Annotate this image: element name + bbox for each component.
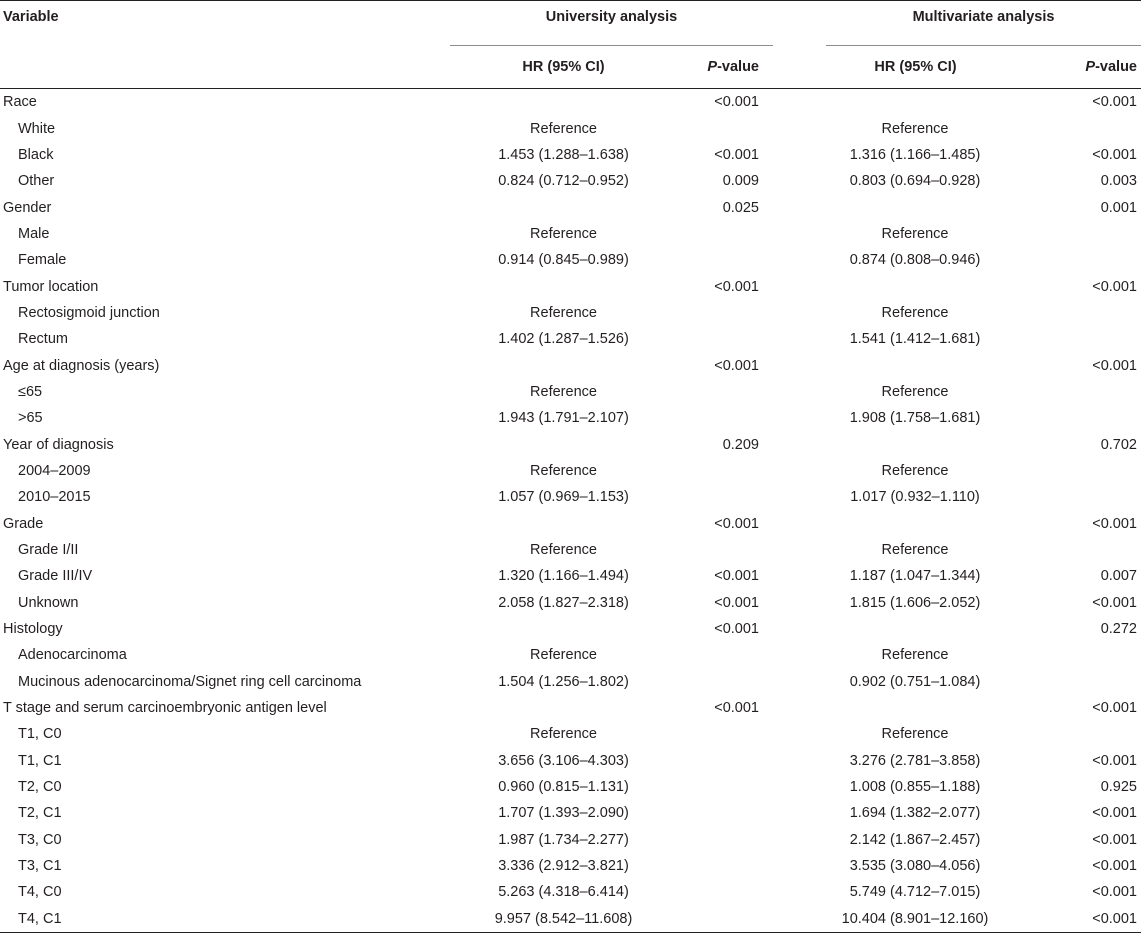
- hr-multivariate-cell: 0.902 (0.751–1.084): [849, 673, 981, 690]
- p-value-univariate-cell: [677, 115, 773, 141]
- table-row: [0, 616, 1141, 642]
- hr-univariate-cell: 0.960 (0.815–1.131): [498, 779, 629, 796]
- table-row: [0, 431, 1141, 457]
- p-value-multivariate-cell: <0.001: [1092, 805, 1137, 822]
- p-value-univariate-cell: <0.001: [714, 94, 759, 111]
- variable-cell: T stage and serum carcinoembryonic antigen level: [3, 700, 327, 717]
- variable-cell: Rectosigmoid junction: [18, 304, 160, 321]
- variable-cell: Mucinous adenocarcinoma/Signet ring cell carcinoma: [18, 673, 362, 690]
- p-value-multivariate-cell: [1060, 247, 1141, 273]
- spacer-cell: [773, 168, 826, 194]
- table-row: [0, 379, 1141, 405]
- p-value-multivariate-cell: 0.003: [1100, 173, 1137, 190]
- header-row-groups: [0, 1, 1141, 46]
- p-value-univariate-cell: [677, 484, 773, 510]
- p-value-multivariate-cell: [1060, 326, 1141, 352]
- p-value-univariate-cell: [677, 247, 773, 273]
- table-body: [0, 89, 1141, 933]
- hr-univariate-cell: [450, 352, 677, 378]
- table-row: [0, 853, 1141, 879]
- p-value-multivariate-cell: <0.001: [1092, 700, 1137, 717]
- variable-cell: White: [18, 120, 56, 137]
- hr-univariate-cell: Reference: [530, 462, 597, 479]
- bottom-rule: [0, 933, 1141, 934]
- p-value-univariate-cell: [677, 405, 773, 431]
- variable-cell: T1, C0: [18, 726, 62, 743]
- hr-univariate-cell: [450, 89, 677, 115]
- hr-univariate-cell: [450, 431, 677, 457]
- table-row: [0, 89, 1141, 115]
- hr-header-multivariate: HR (95% CI): [874, 59, 957, 75]
- p-value-multivariate-cell: [1060, 221, 1141, 247]
- hr-multivariate-cell: [826, 352, 1060, 378]
- p-value-header-multivariate: [1060, 46, 1141, 89]
- p-value-multivariate-cell: <0.001: [1092, 910, 1137, 927]
- p-value-univariate-cell: [677, 853, 773, 879]
- p-value-univariate-cell: <0.001: [714, 146, 759, 163]
- p-value-univariate-cell: <0.001: [714, 594, 759, 611]
- hr-multivariate-cell: [826, 695, 1060, 721]
- table-row: [0, 800, 1141, 826]
- table-row: [0, 458, 1141, 484]
- spacer-cell: [773, 879, 826, 905]
- variable-cell: T1, C1: [18, 752, 62, 769]
- hr-multivariate-cell: 1.541 (1.412–1.681): [849, 331, 981, 348]
- hr-univariate-cell: 3.656 (3.106–4.303): [498, 752, 629, 769]
- p-value-multivariate-cell: <0.001: [1092, 858, 1137, 875]
- table-row: [0, 247, 1141, 273]
- hr-univariate-cell: 0.914 (0.845–0.989): [498, 252, 629, 269]
- table-row: [0, 194, 1141, 220]
- multivariate-header: [826, 1, 1141, 46]
- spacer-cell: [773, 590, 826, 616]
- p-value-multivariate-cell: [1060, 642, 1141, 668]
- hr-univariate-cell: Reference: [530, 647, 597, 664]
- p-value-univariate-cell: [677, 221, 773, 247]
- p-value-univariate-cell: <0.001: [714, 357, 759, 374]
- variable-cell: Female: [18, 252, 67, 269]
- hr-univariate-cell: [450, 616, 677, 642]
- spacer-cell: [773, 827, 826, 853]
- hr-univariate-cell: 5.263 (4.318–6.414): [498, 884, 629, 901]
- table-row: [0, 352, 1141, 378]
- hr-univariate-cell: Reference: [530, 225, 597, 242]
- variable-cell: 2010–2015: [18, 489, 91, 506]
- hr-multivariate-cell: 3.276 (2.781–3.858): [849, 752, 981, 769]
- spacer-cell: [773, 642, 826, 668]
- table-row: [0, 879, 1141, 905]
- p-value-univariate-cell: [677, 379, 773, 405]
- spacer-cell: [773, 431, 826, 457]
- header-empty: [0, 46, 450, 89]
- table-row: [0, 906, 1141, 933]
- spacer-cell: [773, 774, 826, 800]
- variable-cell: Age at diagnosis (years): [3, 357, 160, 374]
- p-value-multivariate-cell: <0.001: [1092, 831, 1137, 848]
- p-value-multivariate-cell: <0.001: [1092, 94, 1137, 111]
- hr-univariate-cell: 1.453 (1.288–1.638): [498, 146, 629, 163]
- hr-multivariate-cell: [826, 194, 1060, 220]
- p-value-univariate-cell: <0.001: [714, 700, 759, 717]
- p-value-univariate-cell: [677, 458, 773, 484]
- spacer-cell: [773, 247, 826, 273]
- p-value-univariate-cell: 0.009: [722, 173, 759, 190]
- hr-multivariate-cell: 3.535 (3.080–4.056): [849, 858, 981, 875]
- hr-univariate-cell: [450, 273, 677, 299]
- spacer-cell: [773, 458, 826, 484]
- header-spacer: [773, 1, 826, 46]
- p-value-univariate-cell: [677, 326, 773, 352]
- hr-multivariate-cell: Reference: [881, 383, 949, 400]
- p-value-multivariate-cell: [1060, 721, 1141, 747]
- spacer-cell: [773, 115, 826, 141]
- p-value-univariate-cell: [677, 906, 773, 933]
- hr-multivariate-cell: [826, 89, 1060, 115]
- p-suffix: -value: [1095, 59, 1137, 75]
- p-value-multivariate-cell: [1060, 115, 1141, 141]
- spacer-cell: [773, 616, 826, 642]
- spacer-cell: [773, 906, 826, 933]
- table-row: [0, 115, 1141, 141]
- variable-cell: T2, C0: [18, 779, 62, 796]
- table-row: [0, 774, 1141, 800]
- spacer-cell: [773, 194, 826, 220]
- p-value-multivariate-cell: [1060, 405, 1141, 431]
- hr-univariate-cell: [450, 511, 677, 537]
- spacer-cell: [773, 748, 826, 774]
- table-row: [0, 511, 1141, 537]
- hr-univariate-cell: 0.824 (0.712–0.952): [498, 173, 629, 190]
- hr-multivariate-cell: Reference: [881, 225, 949, 242]
- table-row: [0, 642, 1141, 668]
- p-value-multivariate-cell: [1060, 300, 1141, 326]
- variable-cell: Unknown: [18, 594, 79, 611]
- multivariate-underline: [826, 45, 1141, 46]
- p-value-multivariate-cell: <0.001: [1092, 278, 1137, 295]
- variable-cell: T2, C1: [18, 805, 62, 822]
- hr-univariate-cell: Reference: [530, 542, 597, 559]
- hr-multivariate-cell: 1.187 (1.047–1.344): [849, 568, 981, 585]
- table-row: [0, 142, 1141, 168]
- univariate-underline: [450, 45, 773, 46]
- hr-univariate-cell: 3.336 (2.912–3.821): [498, 858, 629, 875]
- hr-univariate-cell: Reference: [530, 304, 597, 321]
- spacer-cell: [773, 800, 826, 826]
- p-value-multivariate-cell: [1060, 379, 1141, 405]
- hr-univariate-cell: 1.320 (1.166–1.494): [498, 568, 629, 585]
- p-value-univariate-cell: [677, 669, 773, 695]
- p-value-multivariate-cell: <0.001: [1092, 884, 1137, 901]
- univariate-header: [450, 1, 773, 46]
- p-value-univariate-cell: [677, 300, 773, 326]
- hr-univariate-cell: 1.987 (1.734–2.277): [498, 831, 629, 848]
- p-italic: P: [707, 59, 718, 75]
- table-row: [0, 590, 1141, 616]
- univariate-header-label: University analysis: [545, 9, 678, 25]
- table-row: [0, 300, 1141, 326]
- p-value-multivariate-cell: <0.001: [1092, 752, 1137, 769]
- table-row: [0, 721, 1141, 747]
- spacer-cell: [773, 300, 826, 326]
- p-value-univariate-cell: 0.209: [722, 436, 759, 453]
- variable-cell: >65: [18, 410, 43, 427]
- hr-multivariate-cell: 2.142 (1.867–2.457): [849, 831, 981, 848]
- table-row: [0, 484, 1141, 510]
- table-row: [0, 168, 1141, 194]
- hr-multivariate-cell: 1.316 (1.166–1.485): [849, 146, 981, 163]
- hr-multivariate-cell: [826, 616, 1060, 642]
- spacer-cell: [773, 142, 826, 168]
- p-value-multivariate-cell: 0.007: [1100, 568, 1137, 585]
- hr-multivariate-cell: 1.815 (1.606–2.052): [849, 594, 981, 611]
- variable-cell: T4, C0: [18, 884, 62, 901]
- spacer-cell: [773, 221, 826, 247]
- p-value-univariate-cell: [677, 827, 773, 853]
- hr-univariate-cell: Reference: [530, 726, 597, 743]
- hr-multivariate-cell: [826, 511, 1060, 537]
- hr-multivariate-cell: [826, 431, 1060, 457]
- p-value-multivariate-cell: [1060, 458, 1141, 484]
- hr-multivariate-cell: Reference: [881, 120, 949, 137]
- variable-cell: Grade III/IV: [18, 568, 93, 585]
- hr-univariate-cell: 1.057 (0.969–1.153): [498, 489, 629, 506]
- variable-cell: 2004–2009: [18, 462, 91, 479]
- p-value-multivariate-cell: 0.001: [1100, 199, 1137, 216]
- p-value-multivariate-cell: 0.272: [1100, 621, 1137, 638]
- table-row: [0, 563, 1141, 589]
- hr-univariate-cell: 2.058 (1.827–2.318): [498, 594, 629, 611]
- spacer-cell: [773, 484, 826, 510]
- table-row: [0, 537, 1141, 563]
- hr-multivariate-cell: 10.404 (8.901–12.160): [841, 910, 989, 927]
- p-suffix: -value: [717, 59, 759, 75]
- hr-univariate-cell: [450, 695, 677, 721]
- spacer-cell: [773, 669, 826, 695]
- p-value-multivariate-cell: 0.702: [1100, 436, 1137, 453]
- spacer-cell: [773, 405, 826, 431]
- hr-univariate-cell: 1.504 (1.256–1.802): [498, 673, 629, 690]
- multivariate-header-label: Multivariate analysis: [912, 9, 1055, 25]
- variable-cell: ≤65: [18, 383, 43, 400]
- hr-header-univariate: HR (95% CI): [522, 59, 605, 75]
- p-value-univariate-cell: [677, 721, 773, 747]
- p-value-multivariate-cell: <0.001: [1092, 146, 1137, 163]
- hr-univariate-cell: 1.707 (1.393–2.090): [498, 805, 629, 822]
- p-value-univariate-cell: 0.025: [722, 199, 759, 216]
- variable-cell: Tumor location: [3, 278, 99, 295]
- table-row: [0, 695, 1141, 721]
- hr-univariate-cell: 9.957 (8.542–11.608): [494, 910, 633, 927]
- p-value-univariate-cell: [677, 774, 773, 800]
- p-value-multivariate-cell: <0.001: [1092, 357, 1137, 374]
- p-value-univariate-cell: <0.001: [714, 621, 759, 638]
- header-row-columns: [0, 46, 1141, 89]
- hr-multivariate-cell: 5.749 (4.712–7.015): [849, 884, 981, 901]
- p-value-multivariate-cell: [1060, 484, 1141, 510]
- p-value-header-univariate: [677, 46, 773, 89]
- variable-cell: Black: [18, 146, 54, 163]
- p-value-multivariate-cell: <0.001: [1092, 515, 1137, 532]
- p-value-univariate-cell: [677, 879, 773, 905]
- spacer-cell: [773, 89, 826, 115]
- p-value-univariate-cell: [677, 800, 773, 826]
- variable-cell: Adenocarcinoma: [18, 647, 127, 664]
- hr-multivariate-cell: Reference: [881, 542, 949, 559]
- spacer-cell: [773, 695, 826, 721]
- hr-univariate-cell: [450, 194, 677, 220]
- variable-cell: T3, C1: [18, 858, 62, 875]
- variable-header: Variable: [3, 9, 59, 25]
- p-value-univariate-cell: [677, 642, 773, 668]
- hr-multivariate-cell: Reference: [881, 304, 949, 321]
- table-row: [0, 326, 1141, 352]
- hr-multivariate-cell: Reference: [881, 462, 949, 479]
- p-value-multivariate-cell: <0.001: [1092, 594, 1137, 611]
- spacer-cell: [773, 352, 826, 378]
- spacer-cell: [773, 326, 826, 352]
- table-row: [0, 669, 1141, 695]
- variable-cell: Gender: [3, 199, 52, 216]
- table-row: [0, 405, 1141, 431]
- hr-multivariate-cell: 1.694 (1.382–2.077): [849, 805, 981, 822]
- variable-cell: T3, C0: [18, 831, 62, 848]
- p-value-multivariate-cell: [1060, 537, 1141, 563]
- table-row: [0, 273, 1141, 299]
- variable-cell: T4, C1: [18, 910, 62, 927]
- hr-multivariate-cell: 1.908 (1.758–1.681): [849, 410, 981, 427]
- table-row: [0, 827, 1141, 853]
- hr-multivariate-cell: 1.017 (0.932–1.110): [850, 489, 980, 506]
- variable-cell: Grade I/II: [18, 542, 79, 559]
- hr-multivariate-cell: Reference: [881, 647, 949, 664]
- variable-cell: Race: [3, 94, 37, 111]
- variable-cell: Other: [18, 173, 55, 190]
- p-value-univariate-cell: [677, 748, 773, 774]
- hr-multivariate-cell: 0.803 (0.694–0.928): [849, 173, 981, 190]
- p-italic: P: [1085, 59, 1096, 75]
- table-row: [0, 748, 1141, 774]
- spacer-cell: [773, 273, 826, 299]
- p-value-multivariate-cell: [1060, 669, 1141, 695]
- p-value-univariate-cell: [677, 537, 773, 563]
- hr-univariate-cell: Reference: [530, 120, 597, 137]
- variable-cell: Rectum: [18, 331, 68, 348]
- hr-univariate-cell: 1.402 (1.287–1.526): [498, 331, 629, 348]
- hr-multivariate-cell: Reference: [881, 726, 949, 743]
- table-row: [0, 221, 1141, 247]
- spacer-cell: [773, 563, 826, 589]
- variable-cell: Male: [18, 225, 50, 242]
- p-value-univariate-cell: <0.001: [714, 278, 759, 295]
- p-value-multivariate-cell: 0.925: [1100, 779, 1137, 796]
- p-value-univariate-cell: <0.001: [714, 515, 759, 532]
- variable-cell: Year of diagnosis: [3, 436, 114, 453]
- hr-multivariate-cell: 1.008 (0.855–1.188): [849, 779, 981, 796]
- spacer-cell: [773, 721, 826, 747]
- p-value-univariate-cell: <0.001: [714, 568, 759, 585]
- header-spacer-2: [773, 46, 826, 89]
- spacer-cell: [773, 511, 826, 537]
- hr-univariate-cell: Reference: [530, 383, 597, 400]
- hr-multivariate-cell: 0.874 (0.808–0.946): [849, 252, 981, 269]
- variable-cell: Histology: [3, 621, 63, 638]
- hr-multivariate-cell: [826, 273, 1060, 299]
- spacer-cell: [773, 379, 826, 405]
- spacer-cell: [773, 537, 826, 563]
- hr-univariate-cell: 1.943 (1.791–2.107): [498, 410, 629, 427]
- spacer-cell: [773, 853, 826, 879]
- variable-cell: Grade: [3, 515, 44, 532]
